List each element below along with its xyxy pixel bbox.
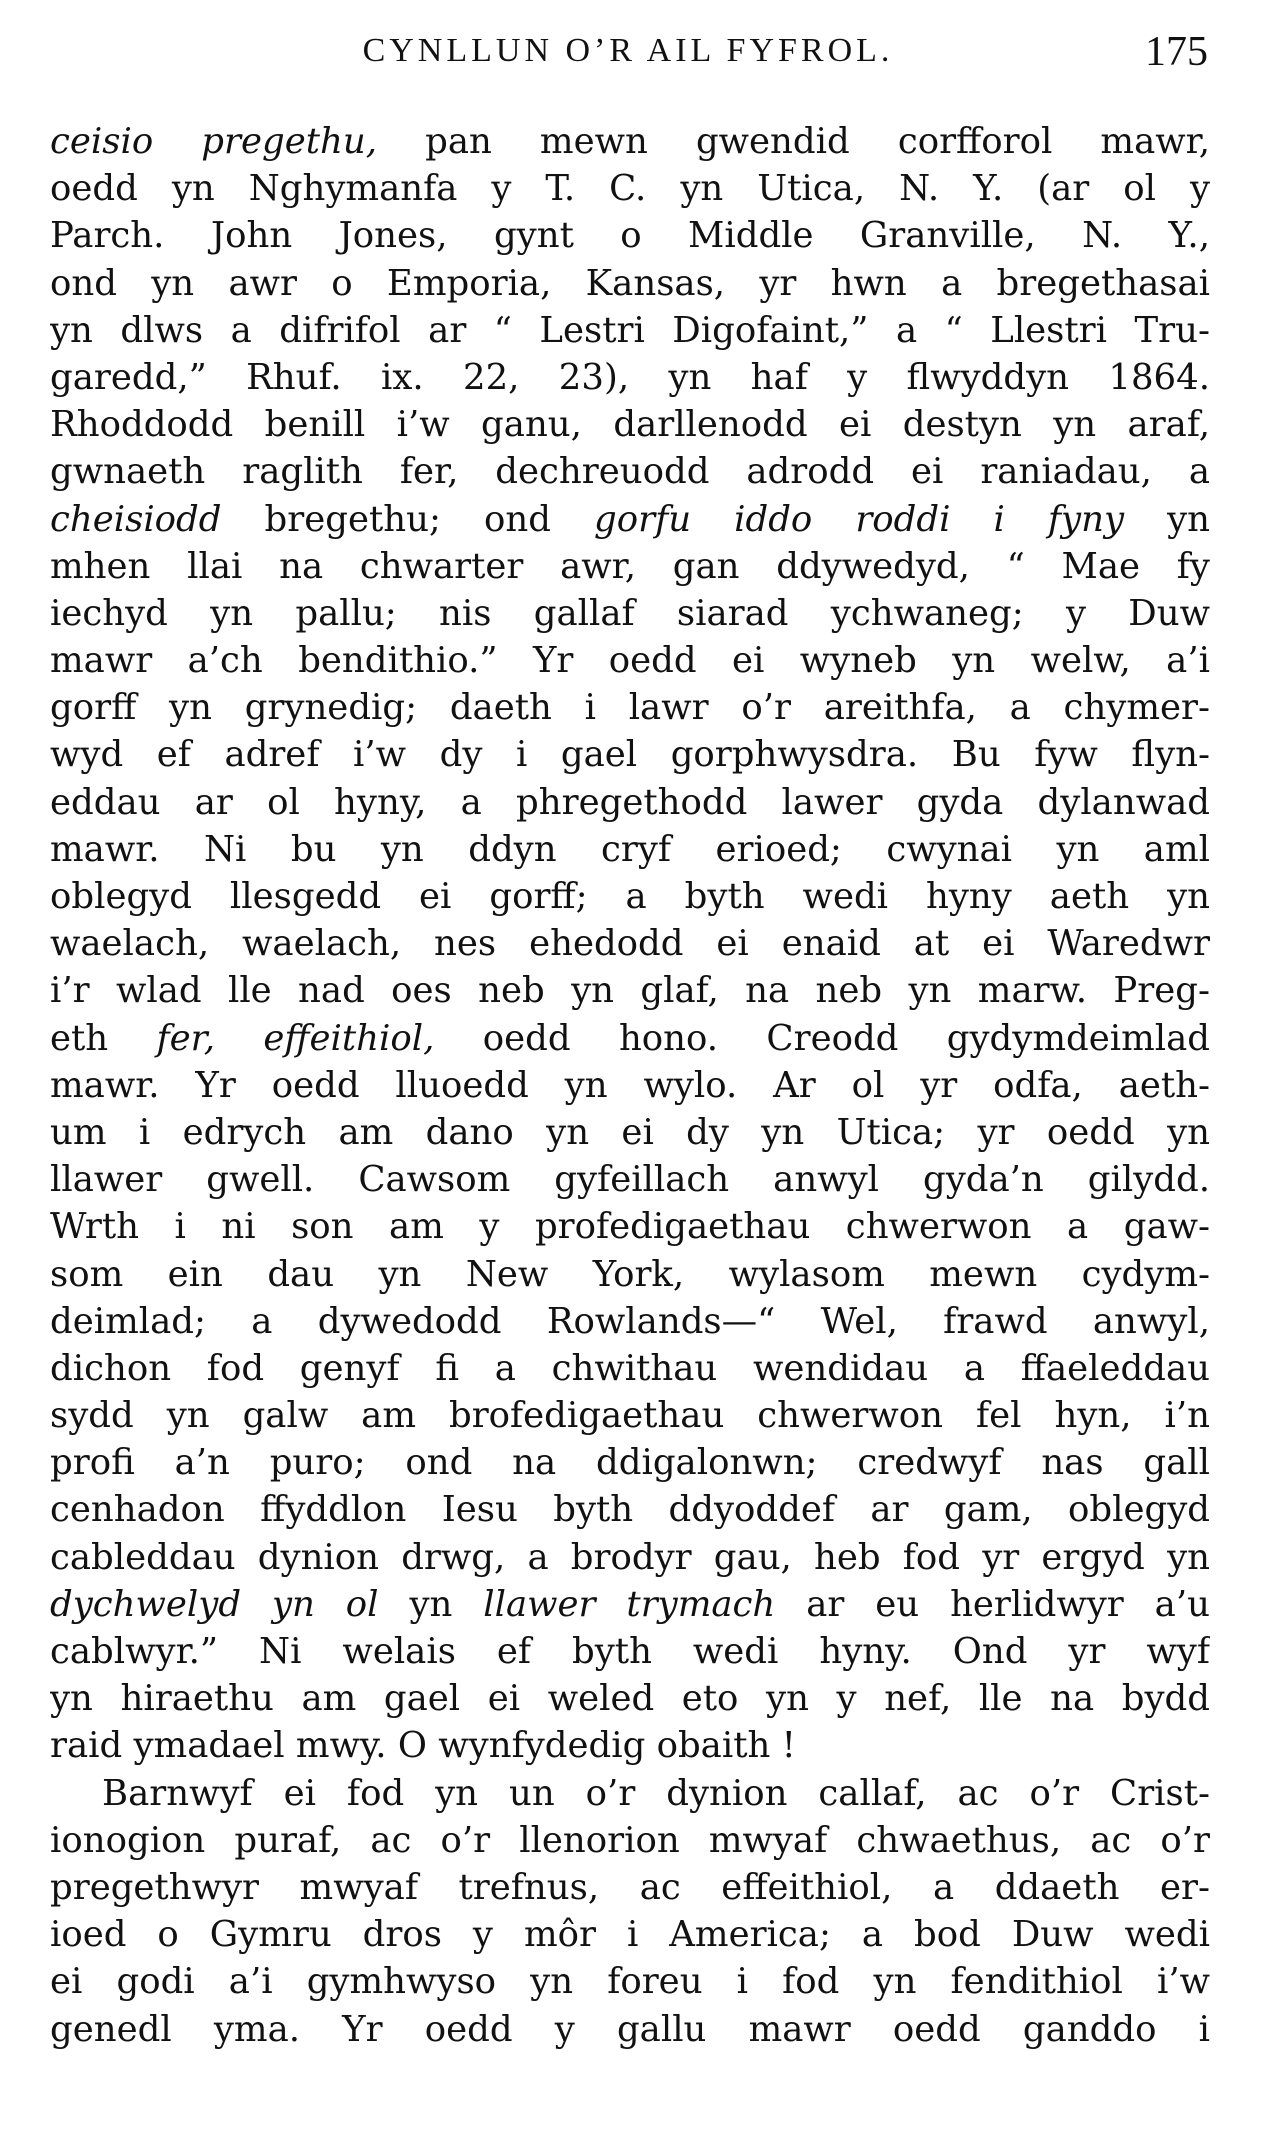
text-line [50,590,1210,637]
text-line [50,1628,1210,1675]
text-line [50,118,1210,165]
text-line [50,496,1210,543]
text-line [50,1722,1210,1769]
text-span: llawer gwell. Cawsom gyfeillach anwyl gyda’n gilydd. [50,1159,1210,1201]
text-span: pan mewn gwendid corfforol mawr, [377,121,1210,162]
text-span: ond yn awr o Emporia, Kansas, yr hwn a bregethasai [50,262,1210,304]
text-line [50,1958,1210,2005]
text-line [50,543,1210,590]
text-line [50,1251,1210,1298]
text-span: eddau ar ol hyny, a phregethodd lawer gyda dylanwad [50,781,1210,823]
italic-phrase: ceisio pregethu, [50,121,377,162]
text-line [50,401,1210,448]
text-span: som ein dau yn New York, wylasom mewn cydym- [50,1253,1210,1295]
text-line [50,1534,1210,1581]
text-span: yn dlws a difrifol ar “ Lestri Digofaint,” a “ Llestri Tru- [50,309,1210,351]
text-line [50,1156,1210,1203]
text-line [50,1203,1210,1250]
text-line [50,212,1210,259]
text-span: cablwyr.” Ni welais ef byth wedi hyny. Ond yr wyf [50,1631,1210,1672]
text-span: waelach, waelach, nes ehedodd ei enaid at ei Waredwr [50,923,1210,965]
text-span: genedl yma. Yr oedd y gallu mawr oedd ganddo i [50,2008,1210,2050]
text-line [50,448,1210,495]
italic-phrase: cheisiodd [50,498,222,540]
text-span: iechyd yn pallu; nis gallaf siarad ychwaneg; y Duw [50,592,1210,634]
text-line [50,967,1210,1014]
text-span: ioed o Gymru dros y môr i America; a bod Duw wedi [50,1914,1210,1956]
text-span: bregethu; ond [221,498,594,540]
text-line [50,260,1210,307]
text-span: ionogion puraf, ac o’r llenorion mwyaf chwaethus, ac o’r [50,1819,1210,1861]
text-line [50,1298,1210,1345]
italic-phrase: fer, effeithiol, [156,1017,435,1059]
text-span: yn [1124,498,1210,540]
text-line [50,1864,1210,1911]
text-line [50,1770,1210,1817]
page-number: 175 [1145,29,1208,75]
text-span: ei godi a’i gymhwyso yn foreu i fod yn fendithiol i’w [50,1961,1210,2003]
text-line [50,1911,1210,1958]
text-span: deimlad; a dywedodd Rowlands—“ Wel, frawd anwyl, [50,1300,1210,1342]
text-span: wyd ef adref i’w dy i gael gorphwysdra. Bu fyw flyn- [50,734,1210,776]
text-span: oedd yn Nghymanfa y T. C. yn Utica, N. Y. (ar ol y [50,168,1210,210]
text-line [50,637,1210,684]
text-line [50,826,1210,873]
text-span: raid ymadael mwy. O wynfydedig obaith ! [50,1725,796,1767]
text-span: mawr a’ch bendithio.” Yr oedd ei wyneb yn welw, a’i [50,640,1210,682]
body-text [50,118,1210,2053]
text-span: oblegyd llesgedd ei gorff; a byth wedi hyny aeth yn [50,876,1210,917]
text-line [50,1675,1210,1722]
text-line [50,1486,1210,1533]
text-line [50,1062,1210,1109]
text-span: eth [50,1017,157,1059]
text-span: Rhoddodd benill i’w ganu, darllenodd ei destyn yn araf, [50,404,1210,446]
text-span: yn hiraethu am gael ei weled eto yn y nef, lle na bydd [50,1678,1210,1720]
text-span: oedd hono. Creodd gydymdeimlad [434,1017,1210,1059]
running-title: CYNLLUN O’R AIL FYFROL. [362,32,894,69]
text-span: cableddau dynion drwg, a brodyr gau, heb fod yr ergyd yn [50,1536,1210,1578]
italic-phrase: llawer trymach [483,1583,776,1625]
text-line [50,354,1210,401]
text-line [50,307,1210,354]
text-line [50,165,1210,212]
text-span: dichon fod genyf fi a chwithau wendidau a ffaeleddau [50,1347,1210,1389]
text-line [50,920,1210,967]
text-span: garedd,” Rhuf. ix. 22, 23), yn haf y flwyddyn 1864. [50,356,1210,398]
text-span: ar eu herlidwyr a’u [775,1583,1210,1625]
running-header [48,28,1208,88]
text-span: gwnaeth raglith fer, dechreuodd adrodd ei raniadau, a [50,451,1210,493]
text-span: Barnwyf ei fod yn un o’r dynion callaf, ac o’r Crist- [102,1772,1210,1814]
text-span: i’r wlad lle nad oes neb yn glaf, na neb yn marw. Preg- [50,970,1210,1012]
text-span: sydd yn galw am brofedigaethau chwerwon fel hyn, i’n [50,1395,1210,1437]
text-span: profi a’n puro; ond na ddigalonwn; credwyf nas gall [50,1442,1210,1484]
text-line [50,684,1210,731]
text-line [50,1392,1210,1439]
text-span: mawr. Yr oedd lluoedd yn wylo. Ar ol yr odfa, aeth- [50,1064,1210,1106]
italic-phrase: gorfu iddo roddi i fyny [594,498,1125,540]
text-span: um i edrych am dano yn ei dy yn Utica; yr oedd yn [50,1111,1210,1153]
text-line [50,1817,1210,1864]
text-span: pregethwyr mwyaf trefnus, ac effeithiol, a ddaeth er- [50,1866,1210,1908]
text-span: yn [378,1583,484,1625]
text-line [50,779,1210,826]
text-span: Wrth i ni son am y profedigaethau chwerwon a gaw- [50,1206,1210,1248]
text-span: Parch. John Jones, gynt o Middle Granville, N. Y., [50,215,1210,257]
text-line [50,1345,1210,1392]
text-line [50,1109,1210,1156]
text-span: mawr. Ni bu yn ddyn cryf erioed; cwynai yn aml [50,828,1210,870]
text-span: gorff yn grynedig; daeth i lawr o’r areithfa, a chymer- [50,687,1210,729]
text-line [50,873,1210,920]
italic-phrase: dychwelyd yn ol [50,1583,379,1625]
text-span: mhen llai na chwarter awr, gan ddywedyd, “ Mae fy [50,545,1210,587]
text-line [50,731,1210,778]
text-line [50,1015,1210,1062]
text-line [50,2006,1210,2053]
text-line [50,1581,1210,1628]
text-line [50,1439,1210,1486]
text-span: cenhadon ffyddlon Iesu byth ddyoddef ar gam, oblegyd [50,1489,1210,1531]
